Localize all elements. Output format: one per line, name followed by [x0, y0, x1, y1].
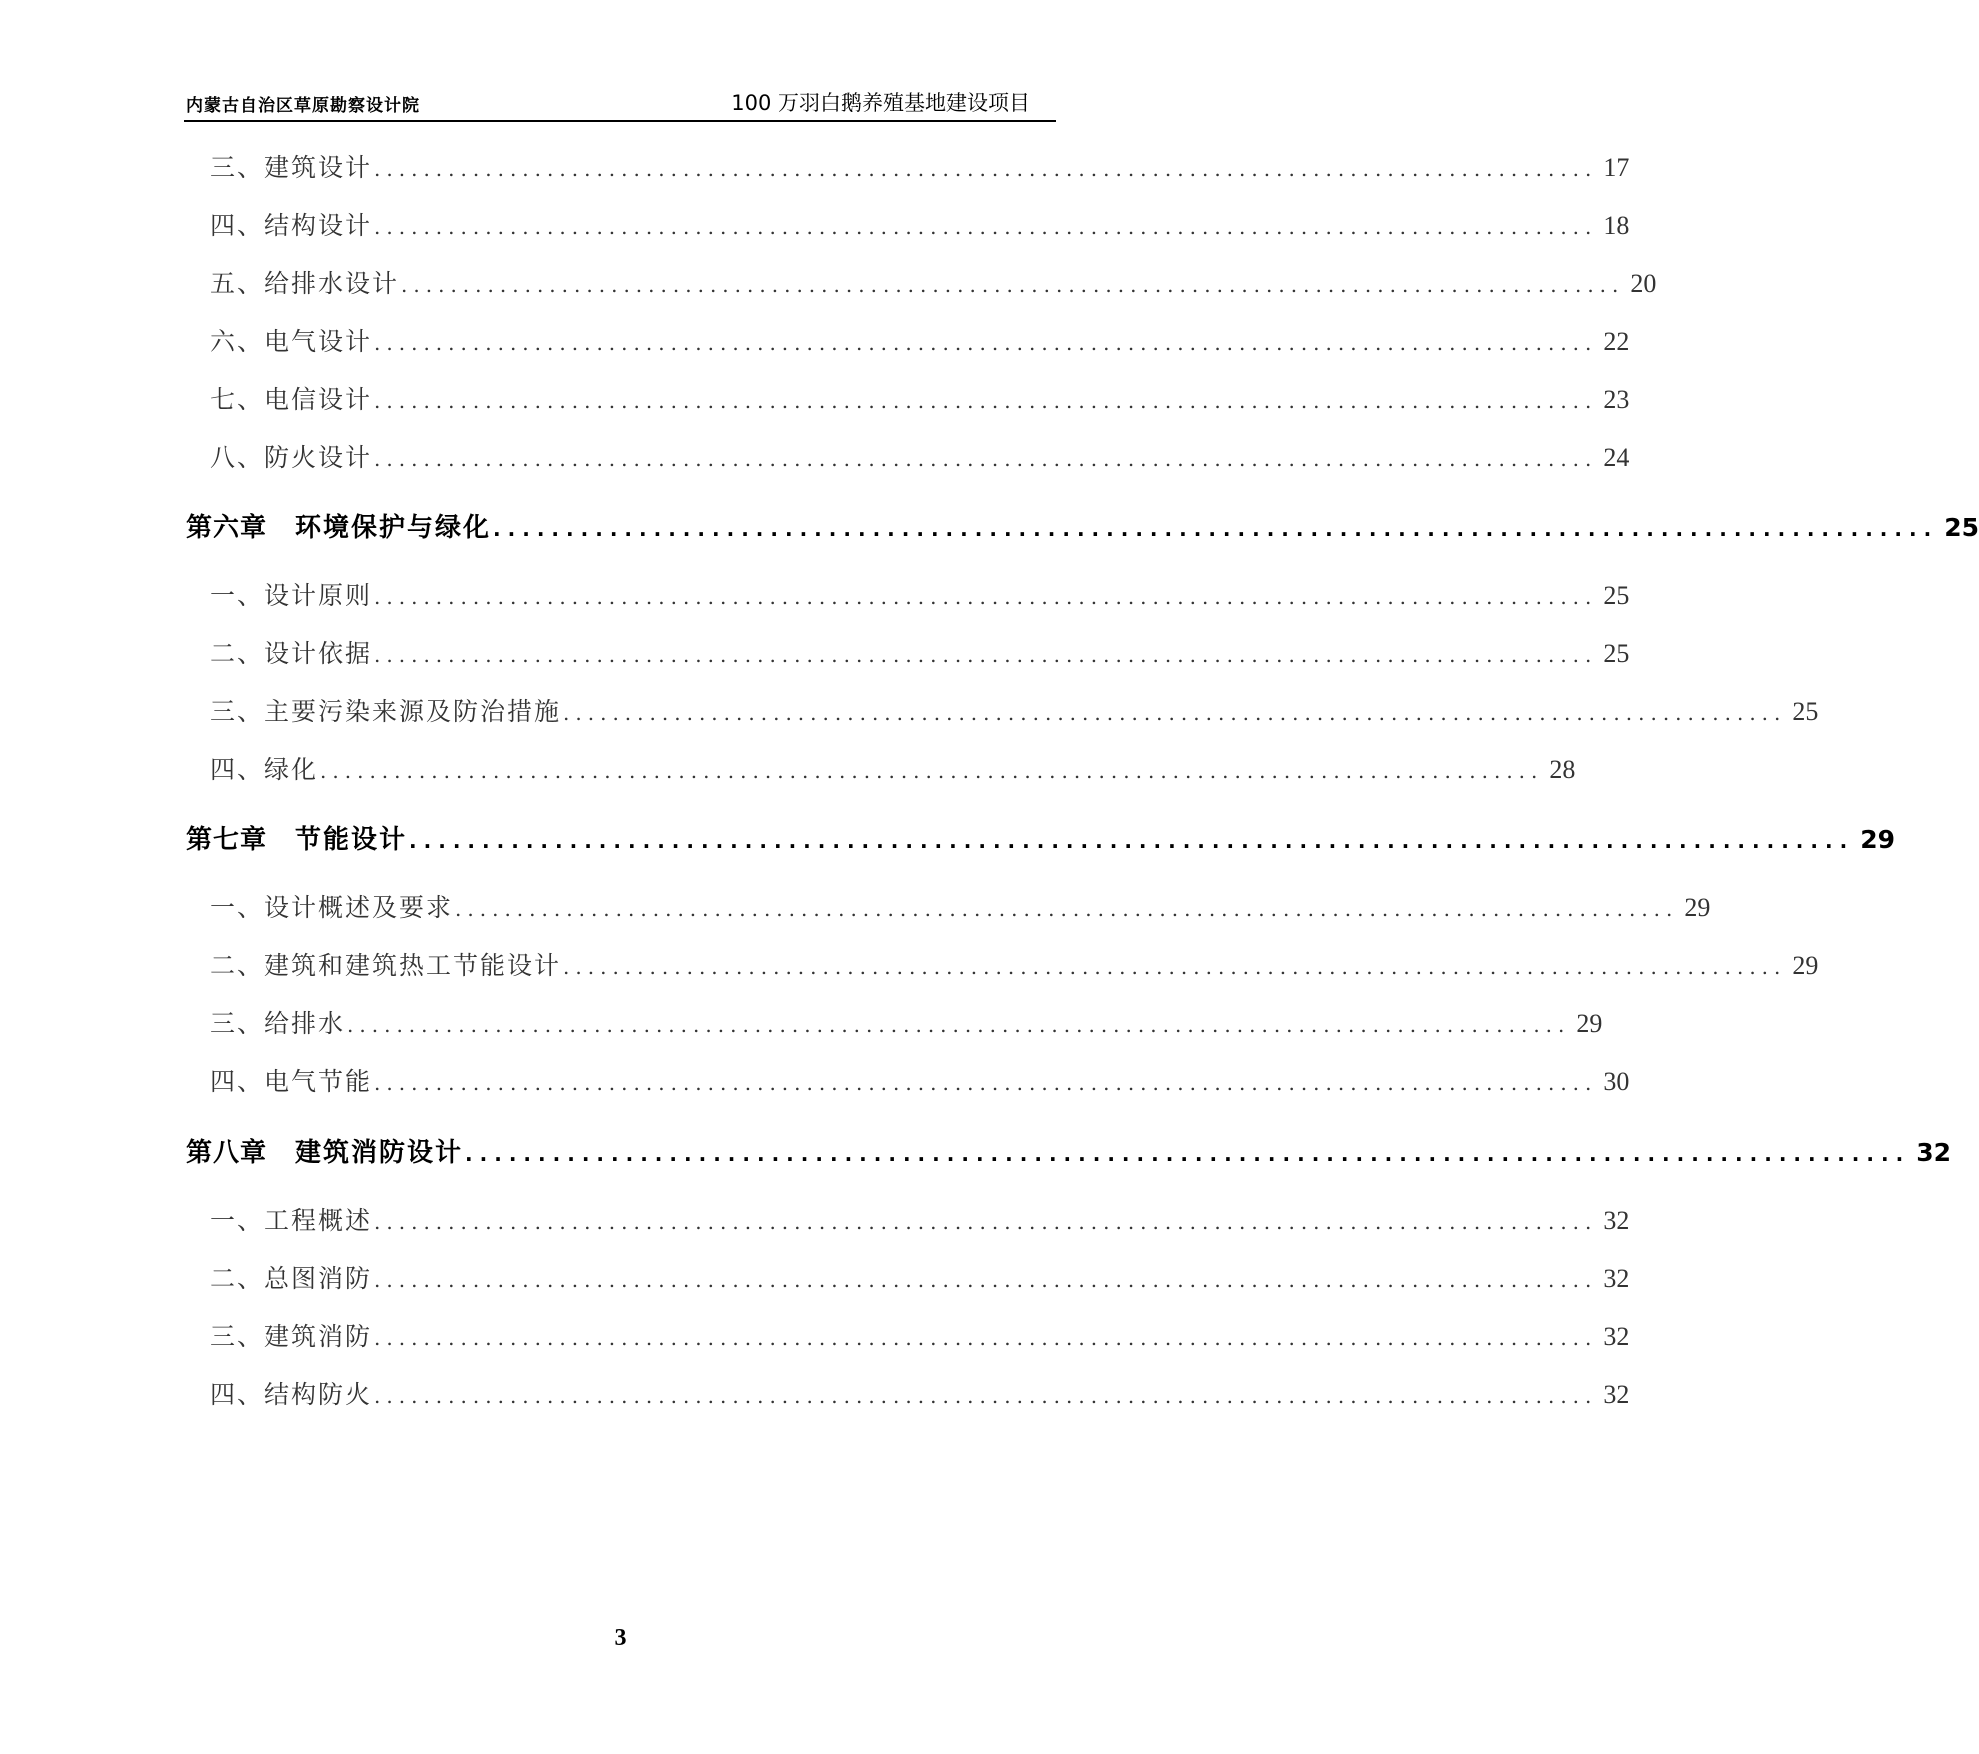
- toc-dot-leader: ...................................................................................................: [493, 517, 1939, 541]
- toc-entry-page: 24: [1603, 443, 1630, 472]
- toc-entry-page: 32: [1603, 1322, 1630, 1351]
- toc-entry-title: 一、设计原则: [210, 581, 373, 610]
- toc-entry-page: 18: [1603, 211, 1630, 240]
- toc-entry[interactable]: [210, 1259, 1630, 1295]
- toc-entry-page: 25: [1603, 639, 1630, 668]
- toc-entry-title: 三、给排水: [210, 1009, 346, 1038]
- toc-entry[interactable]: [210, 692, 1819, 728]
- toc-entry-title: 一、工程概述: [210, 1206, 373, 1235]
- toc-entry-title: 六、电气设计: [210, 327, 373, 356]
- toc-dot-leader: ...................................................................................................: [374, 389, 1598, 413]
- toc-entry[interactable]: [210, 1062, 1630, 1098]
- toc-dot-leader: ...................................................................................................: [320, 759, 1544, 783]
- toc-entry-title: 五、给排水设计: [210, 269, 400, 298]
- toc-entry[interactable]: [210, 380, 1630, 416]
- toc-entry-page: 32: [1603, 1206, 1630, 1235]
- toc-chapter-number: 第八章: [186, 1138, 268, 1168]
- toc-entry-title: 三、主要污染来源及防治措施: [210, 697, 562, 726]
- toc-entry[interactable]: [210, 1004, 1603, 1040]
- toc-entry-page: 30: [1603, 1067, 1630, 1096]
- toc-chapter-entry[interactable]: [186, 507, 1979, 544]
- toc-entry-page: 28: [1549, 755, 1576, 784]
- toc-entry-title: 七、电信设计: [210, 385, 373, 414]
- toc-entry-title: 一、设计概述及要求: [210, 893, 454, 922]
- toc-chapter-entry[interactable]: [186, 819, 1895, 856]
- page-header: [184, 86, 1056, 122]
- toc-dot-leader: ...................................................................................................: [401, 273, 1625, 297]
- page-number: 3: [614, 1625, 627, 1651]
- toc-dot-leader: ...................................................................................................: [374, 447, 1598, 471]
- toc-entry[interactable]: [210, 576, 1630, 612]
- toc-chapter-title: 建筑消防设计: [295, 1138, 464, 1168]
- toc-dot-leader: ...................................................................................................: [374, 215, 1598, 239]
- toc-dot-leader: ...................................................................................................: [347, 1013, 1571, 1037]
- toc-entry-title: 二、设计依据: [210, 639, 373, 668]
- toc-entry[interactable]: [210, 1201, 1630, 1237]
- toc-entry-title: 三、建筑消防: [210, 1322, 373, 1351]
- toc-entry-page: 32: [1603, 1264, 1630, 1293]
- toc-dot-leader: ...................................................................................................: [374, 1384, 1598, 1408]
- toc-entry-title: 四、电气节能: [210, 1067, 373, 1096]
- toc-entry-page: 29: [1576, 1009, 1603, 1038]
- toc-entry[interactable]: [210, 946, 1819, 982]
- toc-dot-leader: ...................................................................................................: [374, 331, 1598, 355]
- toc-entry-page: 29: [1684, 893, 1711, 922]
- toc-dot-leader: ...................................................................................................: [374, 1268, 1598, 1292]
- toc-chapter-title: 节能设计: [295, 825, 408, 855]
- toc-dot-leader: ...................................................................................................: [374, 1071, 1598, 1095]
- toc-entry[interactable]: [210, 634, 1630, 670]
- toc-dot-leader: ...................................................................................................: [455, 897, 1679, 921]
- toc-entry-title: 三、建筑设计: [210, 153, 373, 182]
- toc-entry-page: 20: [1630, 269, 1657, 298]
- toc-dot-leader: ...................................................................................................: [465, 1142, 1911, 1166]
- toc-entry-title: 二、建筑和建筑热工节能设计: [210, 951, 562, 980]
- toc-chapter-number: 第六章: [186, 513, 268, 543]
- toc-entry[interactable]: [210, 206, 1630, 242]
- toc-entry[interactable]: [210, 888, 1711, 924]
- toc-chapter-page: 29: [1860, 825, 1895, 854]
- toc-entry[interactable]: [210, 750, 1576, 786]
- toc-entry[interactable]: [210, 438, 1630, 474]
- toc-chapter-entry[interactable]: [186, 1132, 1951, 1169]
- toc-entry[interactable]: [210, 1375, 1630, 1411]
- header-institute: 内蒙古自治区草原勘察设计院: [186, 96, 420, 116]
- toc-entry-title: 八、防火设计: [210, 443, 373, 472]
- toc-entry-title: 四、结构设计: [210, 211, 373, 240]
- toc-chapter-page: 25: [1944, 513, 1979, 542]
- toc-entry-page: 32: [1603, 1380, 1630, 1409]
- toc-entry[interactable]: [210, 148, 1630, 184]
- toc-chapter-page: 32: [1916, 1138, 1951, 1167]
- header-project-title: 100 万羽白鹅养殖基地建设项目: [731, 91, 1030, 115]
- toc-entry-page: 17: [1603, 153, 1630, 182]
- toc-dot-leader: ...................................................................................................: [374, 157, 1598, 181]
- toc-entry-title: 二、总图消防: [210, 1264, 373, 1293]
- toc-entry[interactable]: [210, 1317, 1630, 1353]
- toc-dot-leader: ...................................................................................................: [374, 643, 1598, 667]
- toc-entry-page: 25: [1603, 581, 1630, 610]
- toc-dot-leader: ...................................................................................................: [563, 955, 1787, 979]
- toc-entry-page: 23: [1603, 385, 1630, 414]
- toc-entry-page: 25: [1792, 697, 1819, 726]
- toc-entry-title: 四、结构防火: [210, 1380, 373, 1409]
- toc-entry-title: 四、绿化: [210, 755, 319, 784]
- toc-dot-leader: ...................................................................................................: [563, 701, 1787, 725]
- toc-dot-leader: ...................................................................................................: [409, 829, 1855, 853]
- toc-entry-page: 22: [1603, 327, 1630, 356]
- toc-chapter-title: 环境保护与绿化: [295, 513, 492, 543]
- toc-entry[interactable]: [210, 264, 1657, 300]
- toc-dot-leader: ...................................................................................................: [374, 1326, 1598, 1350]
- toc-dot-leader: ...................................................................................................: [374, 585, 1598, 609]
- toc-entry-page: 29: [1792, 951, 1819, 980]
- toc-dot-leader: ...................................................................................................: [374, 1210, 1598, 1234]
- toc-chapter-number: 第七章: [186, 825, 268, 855]
- toc-entry[interactable]: [210, 322, 1630, 358]
